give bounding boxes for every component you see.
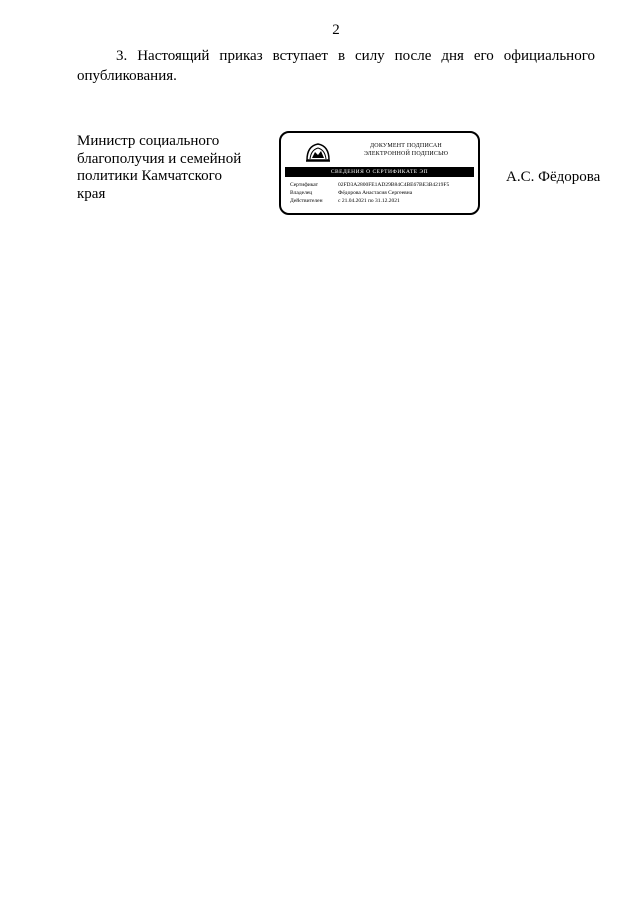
stamp-band: СВЕДЕНИЯ О СЕРТИФИКАТЕ ЭП [285,167,474,177]
stamp-value: 02FD3A2800FE1AD29B84C4BE67BE3B4219F5 [338,182,450,188]
stamp-heading [341,143,471,158]
stamp-details [290,181,449,205]
stamp-value: с 21.04.2021 по 31.12.2021 [338,198,400,204]
stamp-row-owner [290,189,449,197]
stamp-label: Действителен [290,198,323,204]
coat-of-arms-emblem-icon [303,140,333,169]
stamp-value: Фёдорова Анастасия Сергеевна [338,190,413,196]
signer-position-line: Министр социального [77,133,220,149]
stamp-label: Сертификат [290,182,318,188]
stamp-label: Владелец [290,190,313,196]
signer-position-line: политики Камчатского [77,168,222,184]
signer-position [77,133,257,203]
stamp-heading-line: ДОКУМЕНТ ПОДПИСАН [370,143,442,149]
order-paragraph-3: 3. Настоящий приказ вступает в силу после дня его официального опубликования. [77,48,595,84]
signer-name: А.С. Фёдорова [506,169,601,185]
page-number: 2 [332,22,340,38]
signer-position-line: благополучия и семейной [77,150,242,167]
electronic-signature-stamp [279,131,480,215]
signer-position-line: края [77,185,106,202]
stamp-row-validity [290,197,449,205]
stamp-heading-line: ЭЛЕКТРОННОЙ ПОДПИСЬЮ [363,150,449,157]
stamp-row-certificate [290,181,449,189]
